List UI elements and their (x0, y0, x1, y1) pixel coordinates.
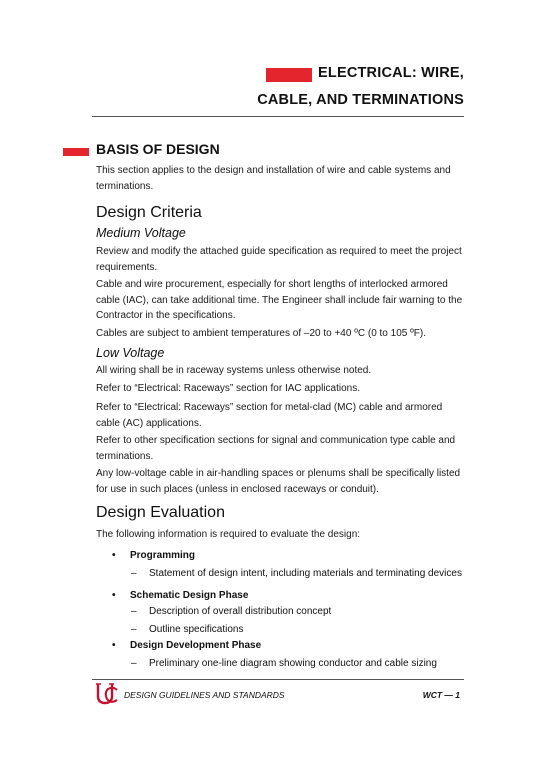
design-criteria-heading: Design Criteria (96, 204, 202, 221)
low-voltage-heading: Low Voltage (96, 346, 165, 360)
footer-rule (92, 679, 464, 680)
medium-voltage-heading: Medium Voltage (96, 226, 186, 240)
bullet-label: Design Development Phase (130, 640, 262, 651)
mv-paragraph: Cables are subject to ambient temperatures of –20 to +40 ºC (0 to 105 ºF). (96, 328, 426, 339)
page-number: WCT — 1 (422, 690, 460, 700)
header-rule (92, 116, 464, 117)
design-evaluation-heading: Design Evaluation (96, 504, 225, 521)
bullet-label: Programming (130, 550, 196, 561)
dash-icon: – (131, 606, 137, 617)
mv-paragraph: Cable and wire procurement, especially for short lengths of interlocked armored cable (IAC), can take additional time. The Engineer shall include fair warning to the Contractor in the specifications. (96, 279, 463, 321)
lv-paragraph: Refer to “Electrical: Raceways” section for metal-clad (MC) cable and armored cable (AC) applications. (96, 402, 443, 429)
dash-icon: – (131, 568, 137, 579)
basis-of-design-heading: BASIS OF DESIGN (96, 141, 220, 157)
bullet-icon: • (112, 640, 116, 651)
intro-paragraph: This section applies to the design and installation of wire and cable systems and terminations. (96, 165, 451, 192)
lv-paragraph: Refer to “Electrical: Raceways” section for IAC applications. (96, 383, 360, 394)
section-title-line2: CABLE, AND TERMINATIONS (257, 92, 464, 108)
lv-paragraph: All wiring shall be in raceway systems unless otherwise noted. (96, 365, 372, 376)
lv-paragraph: Refer to other specification sections for signal and communication type cable and terminations. (96, 435, 456, 462)
dash-icon: – (131, 624, 137, 635)
lv-paragraph: Any low-voltage cable in air-handling spaces or plenums shall be specifically listed for use in such places (unless in enclosed raceways or conduit). (96, 468, 461, 495)
heading-accent-bar (63, 148, 89, 156)
university-logo-icon (95, 681, 119, 707)
dash-icon: – (131, 658, 137, 669)
bullet-label: Schematic Design Phase (130, 590, 249, 601)
footer-title: DESIGN GUIDELINES AND STANDARDS (124, 690, 285, 700)
bullet-icon: • (112, 550, 116, 561)
header-accent-bar (266, 68, 312, 82)
bullet-icon: • (112, 590, 116, 601)
mv-paragraph: Review and modify the attached guide specification as required to meet the project requirements. (96, 246, 462, 273)
section-title-line1: ELECTRICAL: WIRE, (318, 65, 464, 81)
evaluation-intro: The following information is required to evaluate the design: (96, 529, 361, 540)
